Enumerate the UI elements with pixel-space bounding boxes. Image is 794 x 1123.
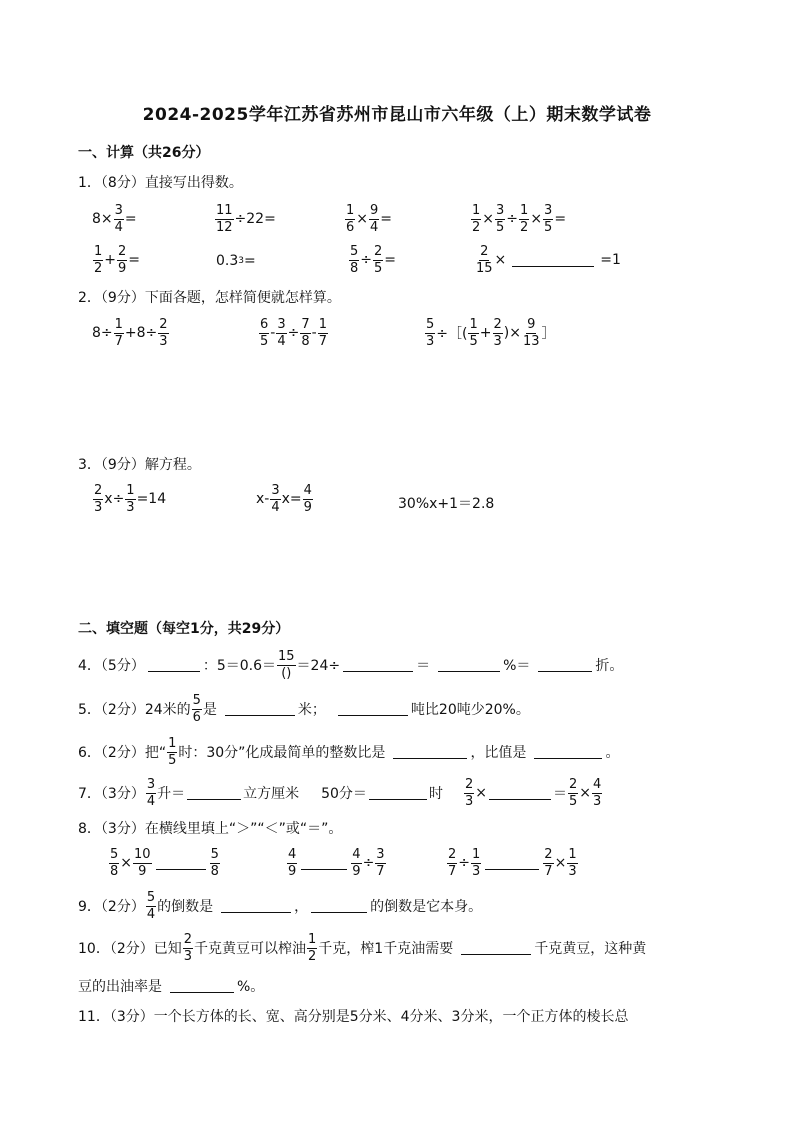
q1-expr-4: $\frac{1}{2}$ × $\frac{3}{5}$ ÷ $\frac{1}{2}$ × $\frac{3}{5}$ = (472, 203, 567, 235)
q3-equation-2: x- $\frac{3}{4}$ x= $\frac{4}{9}$ (256, 483, 312, 515)
q2-expr-1: 8÷ $\frac{1}{7}$ +8÷ $\frac{2}{3}$ (92, 317, 168, 349)
question-9: 9．（2分） $\frac{5}{4}$ 的倒数是 ， 的倒数是它本身。 (78, 890, 483, 922)
q8-compare-2: $\frac{4}{9}$ $\frac{4}{9}$ ÷ $\frac{3}{7}$ (288, 847, 385, 879)
answer-blank[interactable] (489, 787, 551, 800)
question-2: 2．（9分）下面各题，怎样简便就怎样算。 (78, 290, 341, 306)
answer-blank[interactable] (225, 703, 295, 716)
answer-blank[interactable] (156, 857, 206, 870)
answer-blank[interactable] (538, 659, 592, 672)
question-11: 11．（3分）一个长方体的长、宽、高分别是5分米、4分米、3分米，一个正方体的棱长总 (78, 1009, 629, 1025)
question-6: 6．（2分）把“ $\frac{1}{5}$ 时：30分”化成最简单的整数比是 ，比值是 。 (78, 736, 620, 768)
question-10: 10．（2分）已知 $\frac{2}{3}$ 千克黄豆可以榨油 $\frac{1}{2}$ 千克，榨1千克油需要 千克黄豆，这种黄 (78, 932, 647, 964)
answer-blank[interactable] (338, 703, 408, 716)
answer-blank[interactable] (534, 746, 602, 759)
q3-equation-1: $\frac{2}{3}$ x÷ $\frac{1}{3}$ =14 (94, 483, 167, 515)
q1-expr-3: $\frac{1}{6}$ × $\frac{9}{4}$ = (346, 203, 393, 235)
answer-blank[interactable] (148, 659, 200, 672)
page-title: 2024-2025学年江苏省苏州市昆山市六年级（上）期末数学试卷 (142, 105, 652, 125)
answer-blank[interactable] (187, 787, 241, 800)
answer-blank[interactable] (461, 942, 531, 955)
q1-expr-2: $\frac{11}{12}$ ÷22= (216, 203, 276, 235)
answer-blank[interactable] (170, 980, 234, 993)
answer-blank[interactable] (311, 900, 367, 913)
section-heading-calc: 一、计算（共26分） (78, 145, 210, 161)
q8-compare-3: $\frac{2}{7}$ ÷ $\frac{1}{3}$ $\frac{2}{7}$ × $\frac{1}{3}$ (448, 847, 577, 879)
q1-expr-1: 8× $\frac{3}{4}$ = (92, 203, 137, 235)
question-7: 7．（3分） $\frac{3}{4}$ 升＝ 立方厘米 50分＝ 时 $\frac{2}{3}$ × ＝ $\frac{2}{5}$ × $\frac{4}{3}$ (78, 777, 602, 809)
question-1: 1．（8分）直接写出得数。 (78, 175, 243, 191)
section-heading-fill: 二、填空题（每空1分，共29分） (78, 621, 290, 637)
answer-blank[interactable] (221, 900, 291, 913)
q2-expr-2: $\frac{6}{5}$ - $\frac{3}{4}$ ÷ $\frac{7}{8}$ - $\frac{1}{7}$ (260, 317, 327, 349)
answer-blank[interactable] (301, 857, 347, 870)
q1-expr-5: $\frac{1}{2}$ + $\frac{2}{9}$ = (94, 244, 141, 276)
question-3: 3．（9分）解方程。 (78, 457, 201, 473)
q1-expr-8: $\frac{2}{15}$ × =1 (476, 244, 621, 276)
q1-expr-6: 0.3 3 = (216, 253, 256, 269)
q3-equation-3: 30%x+1＝2.8 (398, 496, 495, 512)
answer-blank[interactable] (485, 857, 539, 870)
question-5: 5．（2分）24米的 $\frac{5}{6}$ 是 米； 吨比20吨少20%。 (78, 693, 530, 725)
q8-compare-1: $\frac{5}{8}$ × $\frac{10}{9}$ $\frac{5}{8}$ (110, 847, 219, 879)
q1-expr-7: $\frac{5}{8}$ ÷ $\frac{2}{5}$ = (350, 244, 397, 276)
question-4: 4．（5分） ：5＝0.6＝ $\frac{15}{()}$ ＝24÷ ＝ %＝ 折。 (78, 649, 624, 681)
answer-blank[interactable] (343, 659, 413, 672)
answer-blank[interactable] (393, 746, 467, 759)
q2-expr-3: $\frac{5}{3}$ ÷［( $\frac{1}{5}$ + $\frac{2}{3}$ )× $\frac{9}{13}$ ］ (426, 317, 556, 349)
answer-blank[interactable] (438, 659, 500, 672)
answer-blank[interactable] (512, 254, 594, 267)
answer-blank[interactable] (369, 787, 427, 800)
question-10-line-2: 豆的出油率是 %。 (78, 979, 265, 995)
question-8: 8．（3分）在横线里填上“＞”“＜”或“＝”。 (78, 821, 343, 837)
